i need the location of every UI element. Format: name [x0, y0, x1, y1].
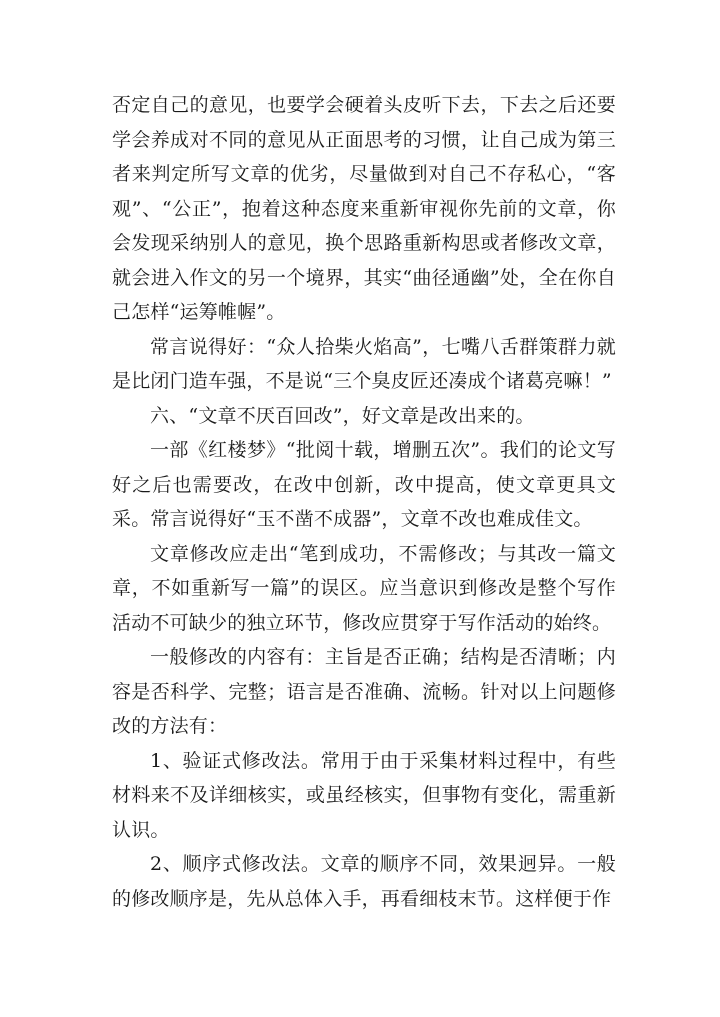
- paragraph-continuation: 否定自己的意见，也要学会硬着头皮听下去，下去之后还要学会养成对不同的意见从正面思考的习惯，让自己成为第三者来判定所写文章的优劣，尽量做到对自己不存私心，“客观”、“公正”，抱着这种态度来重新审视你先前的文章，你会发现采纳别人的意见，换个思路重新构思或者修改文章，就会进入作文的另一个境界，其实“曲径通幽”处，全在你自己怎样“运筹帷幄”。: [112, 94, 616, 323]
- section-heading-six: 六、“文章不厌百回改”，好文章是改出来的。: [150, 404, 535, 427]
- paragraph-method-one: 1、验证式修改法。常用于由于采集材料过程中，有些材料来不及详细核实，或虽经核实，但事物有变化，需重新认识。: [112, 749, 616, 841]
- paragraph-proverb: 常言说得好：“众人拾柴火焰高”，七嘴八舌群策群力就是比闭门造车强，不是说“三个臭皮匠还凑成个诸葛亮嘛！”: [112, 335, 616, 392]
- paragraph-hongloumeng: 一部《红楼梦》“批阅十载，增删五次”。我们的论文写好之后也需要改，在改中创新，改中提高，使文章更具文采。常言说得好“玉不凿不成器”，文章不改也难成佳文。: [112, 439, 616, 530]
- paragraph-method-two: 2、顺序式修改法。文章的顺序不同，效果迥异。一般的修改顺序是，先从总体入手，再看细枝末节。这样便于作: [112, 853, 616, 910]
- paragraph-revision-misconception: 文章修改应走出“笔到成功，不需修改；与其改一篇文章，不如重新写一篇”的误区。应当意识到修改是整个写作活动不可缺少的独立环节，修改应贯穿于写作活动的始终。: [112, 542, 616, 634]
- document-page: [112, 88, 616, 916]
- paragraph-revision-content: 一般修改的内容有：主旨是否正确；结构是否清晰；内容是否科学、完整；语言是否准确、流畅。针对以上问题修改的方法有：: [112, 646, 616, 737]
